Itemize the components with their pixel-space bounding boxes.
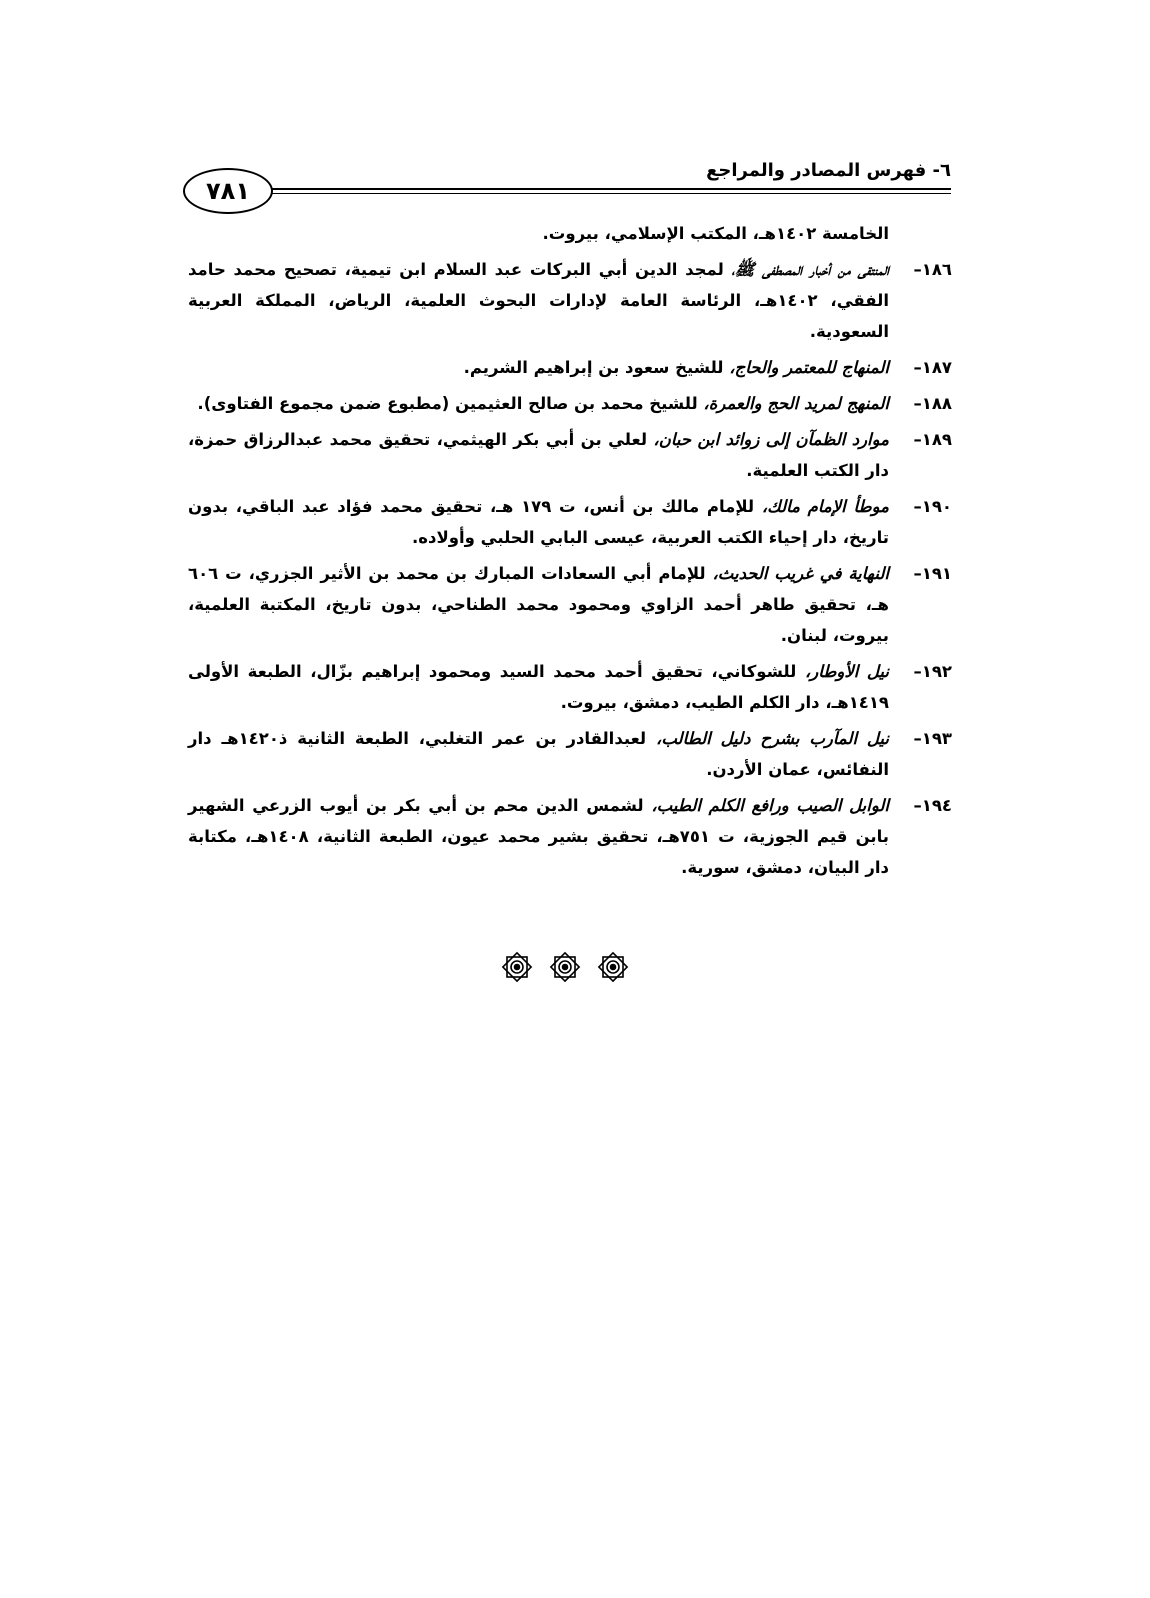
entry-number: ١٨٩– — [913, 430, 952, 449]
reference-entry — [188, 254, 952, 347]
book-title: النهاية في غريب الحديث، — [712, 564, 889, 583]
entry-text — [188, 254, 889, 347]
entry-text — [188, 491, 889, 553]
entry-text — [188, 723, 889, 785]
section-title: ٦- فهرس المصادر والمراجع — [706, 160, 951, 181]
book-title: موطأ الإمام مالك، — [761, 497, 889, 516]
book-title: نيل المآرب بشرح دليل الطالب، — [656, 729, 890, 748]
end-ornaments — [500, 950, 630, 986]
entry-details: لعلي بن أبي بكر الهيثمي، تحقيق محمد عبدالرزاق حمزة، دار الكتب العلمية. — [188, 430, 889, 480]
entry-text — [188, 790, 889, 883]
entry-number: ١٩٠– — [913, 497, 952, 516]
entry-number: ١٩٢– — [913, 662, 952, 681]
reference-entry — [188, 491, 952, 553]
book-title: المنهاج للمعتمر والحاج، — [729, 358, 889, 377]
references-list — [188, 218, 952, 883]
entry-details: للإمام مالك بن أنس، ت ١٧٩ هـ، تحقيق محمد فؤاد عبد الباقي، بدون تاريخ، دار إحياء الكتب العربية، عيسى البابي الحلبي وأولاده. — [188, 497, 889, 547]
entry-details: لعبدالقادر بن عمر التغلبي، الطبعة الثانية ذ١٤٢٠هـ دار النفائس، عمان الأردن. — [188, 729, 889, 779]
reference-entry — [188, 790, 952, 883]
entry-text — [188, 352, 889, 383]
book-title: الوابل الصيب ورافع الكلم الطيب، — [651, 796, 889, 815]
entry-number: ١٨٧– — [913, 358, 952, 377]
reference-entry — [188, 723, 952, 785]
entry-number: ١٩١– — [913, 564, 952, 583]
page-number: ٧٨١ — [183, 168, 273, 214]
book-title: المنتقى من أخبار المصطفى ﷺ، — [731, 260, 889, 279]
book-title: المنهج لمريد الحج والعمرة، — [703, 394, 889, 413]
entry-number: ١٨٦– — [913, 260, 952, 279]
entry-details: لشمس الدين محم بن أبي بكر بن أيوب الزرعي الشهير بابن قيم الجوزية، ت ٧٥١هـ، تحقيق بشير محمد عيون، الطبعة الثانية، ١٤٠٨هـ، مكتابة دار البيان، دمشق، سورية. — [188, 796, 890, 877]
ornament-icon — [500, 950, 534, 984]
ornament-icon — [548, 950, 582, 984]
reference-entry — [188, 388, 952, 419]
book-title: موارد الظمآن إلى زوائد ابن حبان، — [653, 430, 890, 449]
header-rule — [269, 188, 951, 190]
book-title: نيل الأوطار، — [804, 662, 889, 681]
entry-text — [188, 388, 889, 419]
entry-details: للشوكاني، تحقيق أحمد محمد السيد ومحمود إبراهيم بزّال، الطبعة الأولى ١٤١٩هـ، دار الكلم الطيب، دمشق، بيروت. — [188, 662, 889, 712]
page-header — [183, 160, 951, 215]
entry-details: لمجد الدين أبي البركات عبد السلام ابن تيمية، تصحيح محمد حامد الفقي، ١٤٠٢هـ، الرئاسة العامة لإدارات البحوث العلمية، الرياض، المملكة العربية السعودية. — [188, 260, 889, 341]
reference-entry — [188, 424, 952, 486]
ornament-icon — [596, 950, 630, 984]
header-rule-thin — [269, 193, 951, 194]
reference-entry — [188, 558, 952, 651]
entry-text — [188, 656, 889, 718]
continuation-line: الخامسة ١٤٠٢هـ، المكتب الإسلامي، بيروت. — [542, 224, 889, 243]
entry-details: للإمام أبي السعادات المبارك بن محمد بن الأثير الجزري، ت ٦٠٦ هـ، تحقيق طاهر أحمد الزاوي ومحمود محمد الطناحي، بدون تاريخ، المكتبة العلمية، بيروت، لبنان. — [188, 564, 889, 645]
entry-details: للشيخ محمد بن صالح العثيمين (مطبوع ضمن مجموع الفتاوى). — [197, 394, 704, 413]
entry-number: ١٩٣– — [913, 729, 952, 748]
entry-number: ١٨٨– — [913, 394, 952, 413]
entry-number: ١٩٤– — [913, 796, 952, 815]
reference-entry — [188, 352, 952, 383]
entry-text — [188, 558, 889, 651]
entry-details: للشيخ سعود بن إبراهيم الشريم. — [463, 358, 730, 377]
entry-text — [188, 424, 889, 486]
reference-entry — [188, 656, 952, 718]
